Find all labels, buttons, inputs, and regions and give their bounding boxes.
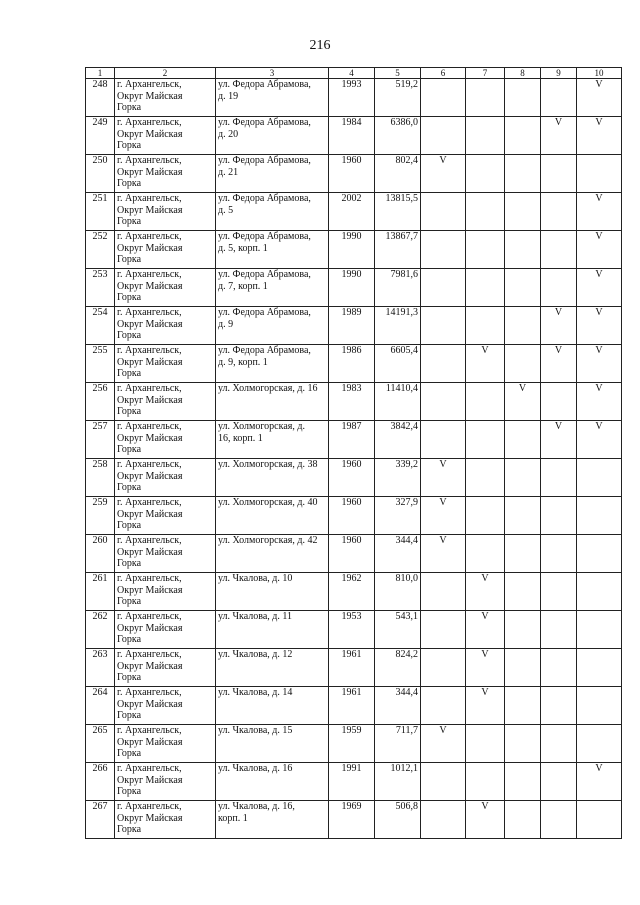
area-cell: 543,1: [375, 611, 421, 649]
row-number: 256: [86, 383, 115, 421]
column-8-mark: [505, 611, 541, 649]
area-cell: 802,4: [375, 155, 421, 193]
column-8-mark: [505, 79, 541, 117]
column-8-mark: [505, 763, 541, 801]
address-cell: ул. Федора Абрамова, д. 5, корп. 1: [216, 231, 329, 269]
column-6-mark: V: [421, 155, 466, 193]
column-10-mark: V: [577, 383, 622, 421]
housing-register-table: [85, 67, 622, 839]
column-6-mark: V: [421, 459, 466, 497]
table-row: [86, 801, 622, 839]
column-8-mark: [505, 307, 541, 345]
column-8-mark: [505, 117, 541, 155]
column-9-mark: [541, 497, 577, 535]
column-9-mark: [541, 573, 577, 611]
area-cell: 810,0: [375, 573, 421, 611]
table-row: [86, 155, 622, 193]
column-6-mark: [421, 345, 466, 383]
table-row: [86, 231, 622, 269]
area-cell: 6605,4: [375, 345, 421, 383]
column-10-mark: V: [577, 763, 622, 801]
settlement-cell: г. Архангельск, Округ Майская Горка: [115, 193, 216, 231]
column-10-mark: V: [577, 345, 622, 383]
column-10-mark: [577, 155, 622, 193]
column-6-mark: [421, 383, 466, 421]
year-cell: 1961: [329, 687, 375, 725]
area-cell: 11410,4: [375, 383, 421, 421]
address-cell: ул. Федора Абрамова, д. 9, корп. 1: [216, 345, 329, 383]
column-6-mark: [421, 763, 466, 801]
column-10-mark: [577, 611, 622, 649]
table-row: [86, 79, 622, 117]
settlement-cell: г. Архангельск, Округ Майская Горка: [115, 649, 216, 687]
year-cell: 1983: [329, 383, 375, 421]
year-cell: 1969: [329, 801, 375, 839]
column-header: 3: [216, 68, 329, 79]
column-8-mark: [505, 345, 541, 383]
area-cell: 6386,0: [375, 117, 421, 155]
column-8-mark: [505, 687, 541, 725]
year-cell: 1993: [329, 79, 375, 117]
address-cell: ул. Федора Абрамова, д. 9: [216, 307, 329, 345]
column-10-mark: V: [577, 193, 622, 231]
year-cell: 1990: [329, 269, 375, 307]
row-number: 255: [86, 345, 115, 383]
row-number: 248: [86, 79, 115, 117]
area-cell: 506,8: [375, 801, 421, 839]
column-10-mark: V: [577, 117, 622, 155]
column-7-mark: [466, 383, 505, 421]
settlement-cell: г. Архангельск, Округ Майская Горка: [115, 801, 216, 839]
column-10-mark: [577, 535, 622, 573]
column-6-mark: [421, 79, 466, 117]
area-cell: 519,2: [375, 79, 421, 117]
settlement-cell: г. Архангельск, Округ Майская Горка: [115, 307, 216, 345]
column-6-mark: [421, 307, 466, 345]
row-number: 250: [86, 155, 115, 193]
area-cell: 344,4: [375, 535, 421, 573]
year-cell: 1960: [329, 155, 375, 193]
column-7-mark: [466, 269, 505, 307]
settlement-cell: г. Архангельск, Округ Майская Горка: [115, 611, 216, 649]
column-6-mark: [421, 801, 466, 839]
column-header: 5: [375, 68, 421, 79]
settlement-cell: г. Архангельск, Округ Майская Горка: [115, 117, 216, 155]
column-6-mark: [421, 117, 466, 155]
column-header: 7: [466, 68, 505, 79]
column-8-mark: [505, 459, 541, 497]
settlement-cell: г. Архангельск, Округ Майская Горка: [115, 383, 216, 421]
column-10-mark: [577, 801, 622, 839]
address-cell: ул. Федора Абрамова, д. 19: [216, 79, 329, 117]
column-8-mark: [505, 573, 541, 611]
area-cell: 1012,1: [375, 763, 421, 801]
column-6-mark: [421, 193, 466, 231]
column-9-mark: V: [541, 307, 577, 345]
row-number: 254: [86, 307, 115, 345]
column-9-mark: [541, 649, 577, 687]
column-9-mark: V: [541, 421, 577, 459]
row-number: 264: [86, 687, 115, 725]
table-row: [86, 687, 622, 725]
column-8-mark: [505, 269, 541, 307]
column-9-mark: [541, 79, 577, 117]
address-cell: ул. Холмогорская, д. 16: [216, 383, 329, 421]
table-row: [86, 383, 622, 421]
address-cell: ул. Холмогорская, д. 38: [216, 459, 329, 497]
column-6-mark: [421, 687, 466, 725]
year-cell: 1986: [329, 345, 375, 383]
column-9-mark: V: [541, 345, 577, 383]
year-cell: 1960: [329, 459, 375, 497]
column-9-mark: [541, 687, 577, 725]
column-8-mark: [505, 725, 541, 763]
column-7-mark: [466, 117, 505, 155]
row-number: 263: [86, 649, 115, 687]
column-header: 6: [421, 68, 466, 79]
column-7-mark: [466, 155, 505, 193]
column-9-mark: [541, 459, 577, 497]
column-header: 9: [541, 68, 577, 79]
column-6-mark: [421, 649, 466, 687]
column-header: 2: [115, 68, 216, 79]
column-header: 4: [329, 68, 375, 79]
table-body: [86, 79, 622, 839]
row-number: 266: [86, 763, 115, 801]
page-number: 216: [309, 38, 331, 53]
settlement-cell: г. Архангельск, Округ Майская Горка: [115, 497, 216, 535]
column-8-mark: [505, 649, 541, 687]
row-number: 261: [86, 573, 115, 611]
year-cell: 1959: [329, 725, 375, 763]
table-row: [86, 307, 622, 345]
address-cell: ул. Федора Абрамова, д. 7, корп. 1: [216, 269, 329, 307]
column-7-mark: [466, 193, 505, 231]
column-8-mark: V: [505, 383, 541, 421]
column-7-mark: [466, 763, 505, 801]
year-cell: 2002: [329, 193, 375, 231]
table-row: [86, 573, 622, 611]
column-10-mark: V: [577, 231, 622, 269]
row-number: 265: [86, 725, 115, 763]
column-6-mark: V: [421, 535, 466, 573]
address-cell: ул. Чкалова, д. 12: [216, 649, 329, 687]
column-10-mark: [577, 573, 622, 611]
table-row: [86, 345, 622, 383]
column-10-mark: [577, 687, 622, 725]
settlement-cell: г. Архангельск, Округ Майская Горка: [115, 725, 216, 763]
row-number: 260: [86, 535, 115, 573]
column-9-mark: [541, 725, 577, 763]
column-9-mark: [541, 611, 577, 649]
column-7-mark: [466, 79, 505, 117]
column-7-mark: V: [466, 687, 505, 725]
column-9-mark: [541, 269, 577, 307]
table-row: [86, 269, 622, 307]
column-8-mark: [505, 231, 541, 269]
table-row: [86, 117, 622, 155]
column-7-mark: [466, 307, 505, 345]
column-10-mark: [577, 649, 622, 687]
column-10-mark: V: [577, 269, 622, 307]
column-7-mark: V: [466, 345, 505, 383]
settlement-cell: г. Архангельск, Округ Майская Горка: [115, 535, 216, 573]
address-cell: ул. Холмогорская, д. 16, корп. 1: [216, 421, 329, 459]
column-9-mark: [541, 155, 577, 193]
column-7-mark: [466, 497, 505, 535]
address-cell: ул. Федора Абрамова, д. 21: [216, 155, 329, 193]
column-6-mark: [421, 573, 466, 611]
table-row: [86, 725, 622, 763]
column-8-mark: [505, 193, 541, 231]
column-8-mark: [505, 421, 541, 459]
column-6-mark: V: [421, 497, 466, 535]
settlement-cell: г. Архангельск, Округ Майская Горка: [115, 573, 216, 611]
table-row: [86, 611, 622, 649]
column-9-mark: [541, 193, 577, 231]
area-cell: 7981,6: [375, 269, 421, 307]
column-9-mark: [541, 535, 577, 573]
column-7-mark: [466, 725, 505, 763]
year-cell: 1961: [329, 649, 375, 687]
area-cell: 13815,5: [375, 193, 421, 231]
year-cell: 1960: [329, 497, 375, 535]
column-6-mark: V: [421, 725, 466, 763]
table-row: [86, 459, 622, 497]
year-cell: 1984: [329, 117, 375, 155]
area-cell: 13867,7: [375, 231, 421, 269]
column-10-mark: V: [577, 307, 622, 345]
column-10-mark: [577, 725, 622, 763]
row-number: 267: [86, 801, 115, 839]
row-number: 262: [86, 611, 115, 649]
area-cell: 3842,4: [375, 421, 421, 459]
column-7-mark: V: [466, 573, 505, 611]
year-cell: 1991: [329, 763, 375, 801]
column-7-mark: [466, 421, 505, 459]
address-cell: ул. Чкалова, д. 14: [216, 687, 329, 725]
column-7-mark: V: [466, 801, 505, 839]
year-cell: 1962: [329, 573, 375, 611]
column-9-mark: V: [541, 117, 577, 155]
settlement-cell: г. Архангельск, Округ Майская Горка: [115, 459, 216, 497]
row-number: 251: [86, 193, 115, 231]
address-cell: ул. Чкалова, д. 16, корп. 1: [216, 801, 329, 839]
address-cell: ул. Чкалова, д. 10: [216, 573, 329, 611]
column-header: 1: [86, 68, 115, 79]
settlement-cell: г. Архангельск, Округ Майская Горка: [115, 687, 216, 725]
address-cell: ул. Федора Абрамова, д. 20: [216, 117, 329, 155]
row-number: 253: [86, 269, 115, 307]
column-9-mark: [541, 801, 577, 839]
column-7-mark: V: [466, 649, 505, 687]
column-6-mark: [421, 269, 466, 307]
settlement-cell: г. Архангельск, Округ Майская Горка: [115, 345, 216, 383]
area-cell: 824,2: [375, 649, 421, 687]
row-number: 249: [86, 117, 115, 155]
column-9-mark: [541, 383, 577, 421]
column-header: 10: [577, 68, 622, 79]
column-7-mark: [466, 459, 505, 497]
column-7-mark: V: [466, 611, 505, 649]
column-8-mark: [505, 535, 541, 573]
area-cell: 339,2: [375, 459, 421, 497]
column-10-mark: V: [577, 79, 622, 117]
year-cell: 1987: [329, 421, 375, 459]
column-9-mark: [541, 763, 577, 801]
column-6-mark: [421, 231, 466, 269]
column-9-mark: [541, 231, 577, 269]
settlement-cell: г. Архангельск, Округ Майская Горка: [115, 763, 216, 801]
year-cell: 1989: [329, 307, 375, 345]
address-cell: ул. Чкалова, д. 11: [216, 611, 329, 649]
column-header: 8: [505, 68, 541, 79]
table-row: [86, 649, 622, 687]
column-8-mark: [505, 155, 541, 193]
column-7-mark: [466, 535, 505, 573]
table-row: [86, 421, 622, 459]
settlement-cell: г. Архангельск, Округ Майская Горка: [115, 269, 216, 307]
column-7-mark: [466, 231, 505, 269]
address-cell: ул. Холмогорская, д. 40: [216, 497, 329, 535]
row-number: 258: [86, 459, 115, 497]
area-cell: 711,7: [375, 725, 421, 763]
column-10-mark: V: [577, 421, 622, 459]
table-row: [86, 497, 622, 535]
year-cell: 1960: [329, 535, 375, 573]
table-row: [86, 193, 622, 231]
settlement-cell: г. Архангельск, Округ Майская Горка: [115, 79, 216, 117]
area-cell: 327,9: [375, 497, 421, 535]
row-number: 259: [86, 497, 115, 535]
address-cell: ул. Чкалова, д. 16: [216, 763, 329, 801]
address-cell: ул. Чкалова, д. 15: [216, 725, 329, 763]
column-8-mark: [505, 497, 541, 535]
column-6-mark: [421, 421, 466, 459]
column-6-mark: [421, 611, 466, 649]
year-cell: 1953: [329, 611, 375, 649]
column-10-mark: [577, 497, 622, 535]
table-row: [86, 763, 622, 801]
settlement-cell: г. Архангельск, Округ Майская Горка: [115, 155, 216, 193]
area-cell: 344,4: [375, 687, 421, 725]
area-cell: 14191,3: [375, 307, 421, 345]
column-number-row: [86, 68, 622, 79]
column-10-mark: [577, 459, 622, 497]
address-cell: ул. Холмогорская, д. 42: [216, 535, 329, 573]
settlement-cell: г. Архангельск, Округ Майская Горка: [115, 421, 216, 459]
column-8-mark: [505, 801, 541, 839]
row-number: 252: [86, 231, 115, 269]
row-number: 257: [86, 421, 115, 459]
settlement-cell: г. Архангельск, Округ Майская Горка: [115, 231, 216, 269]
year-cell: 1990: [329, 231, 375, 269]
address-cell: ул. Федора Абрамова, д. 5: [216, 193, 329, 231]
table-row: [86, 535, 622, 573]
